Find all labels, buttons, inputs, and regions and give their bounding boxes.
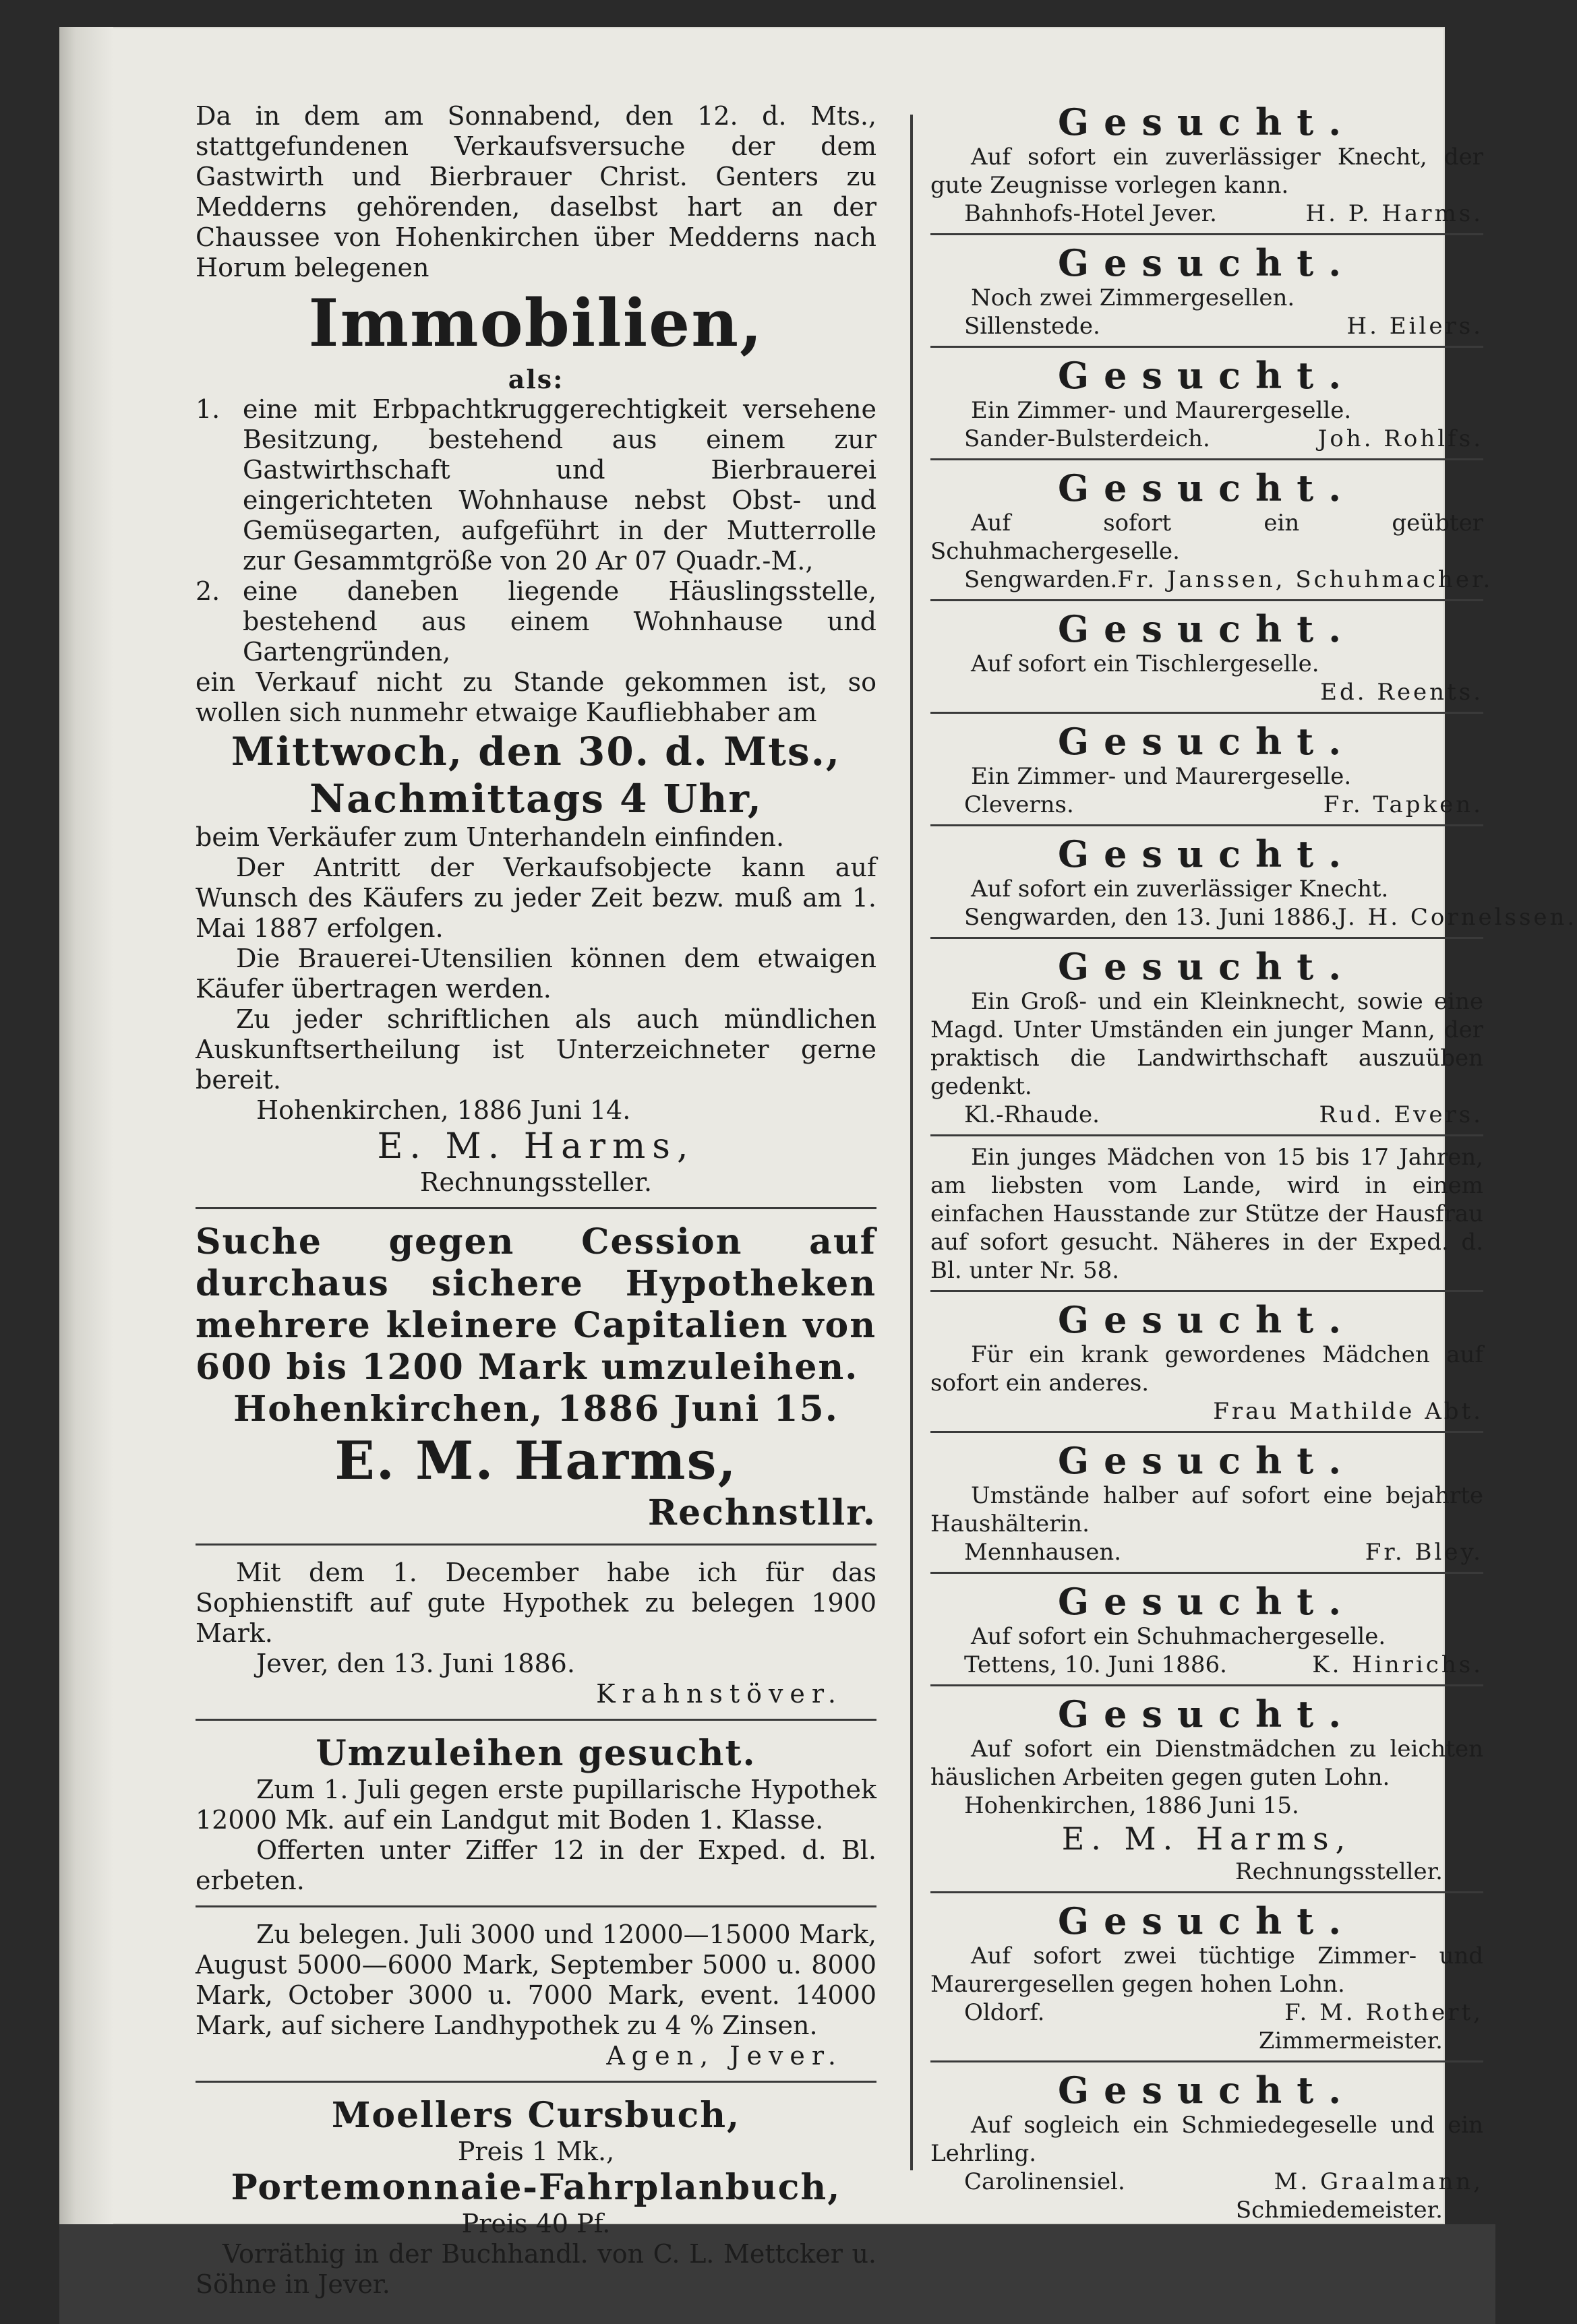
ad-footer (930, 1792, 1483, 1820)
auction-time: Nachmittags 4 Uhr, (309, 776, 763, 822)
paragraph: Die Brauerei-Utensilien können dem etwaigen Käufer übertragen werden. (196, 944, 876, 1004)
ad-signature: H. Eilers. (1346, 313, 1483, 340)
ad-signature: Ed. Reents. (1320, 679, 1483, 706)
intro-text: Da in dem am Sonnabend, den 12. d. Mts., stattgefundenen Verkaufsversuche der dem Gastwirth und Bierbrauer Christ. Genters zu Medderns gehörenden, daselbst hart an der Chaussee von Hohenkirchen über Medderns nach Horum belegenen (196, 101, 876, 282)
gesucht-ad (930, 832, 1577, 939)
ad-text: Ein junges Mädchen von 15 bis 17 Jahren, am liebsten vom Lande, wird in einem einfachen Hausstande zur Stütze der Hausfrau auf sofort gesucht. Näheres in der Exped. d. Bl. unter Nr. 58. (930, 1144, 1483, 1284)
page-gutter (59, 27, 113, 2224)
capital-ad: Suche gegen Cession auf durchaus sichere Hypotheken mehrere kleinere Capitalien von 600 bis 1200 Mark umzuleihen. (196, 1221, 876, 1388)
gesucht-ad (930, 101, 1483, 235)
ad-heading: Gesucht. (1057, 354, 1357, 397)
ad-place (930, 1397, 964, 1426)
signature: E. M. Harms, (1061, 1821, 1352, 1857)
paragraph: beim Verkäufer zum Unterhandeln einfinden. (196, 822, 785, 852)
gesucht-ad (930, 1581, 1483, 1686)
left-column (196, 101, 876, 2300)
divider-rule (930, 712, 1483, 714)
ad-heading: Gesucht. (1057, 100, 1357, 144)
gesucht-ad (930, 721, 1483, 826)
price: Preis 1 Mk., (457, 2137, 615, 2166)
paragraph: Offerten unter Ziffer 12 in der Exped. d. Bl. erbeten. (196, 1835, 876, 1895)
gesucht-ad (930, 1900, 1483, 2062)
ad-heading: Gesucht. (1057, 832, 1357, 876)
list-number: 1. (196, 394, 220, 424)
divider-rule (930, 1891, 1483, 1893)
paragraph: Der Antritt der Verkaufsobjecte kann auf Wunsch des Käufers zu jeder Zeit bezw. muß am 1. Mai 1887 erfolgen. (196, 853, 876, 943)
ad-heading: Gesucht. (1057, 945, 1357, 988)
ad-text: Auf sogleich ein Schmiedegeselle und ein Lehrling. (930, 2112, 1483, 2167)
ad-signature: K. Hinrichs. (1312, 1651, 1483, 1678)
divider-rule (930, 233, 1483, 235)
paragraph: Mit dem 1. December habe ich für das Sophienstift auf gute Hypothek zu belegen 1900 Mark. (196, 1558, 876, 1648)
ad-footer (930, 1538, 1483, 1566)
ad-footer (930, 1397, 1483, 1426)
gesucht-ad (930, 2069, 1483, 2232)
paragraph: Zu jeder schriftlichen als auch mündlichen Auskunftsertheilung ist Unterzeichneter gerne bereit. (196, 1004, 876, 1095)
paragraph: Zum 1. Juli gegen erste pupillarische Hypothek 12000 Mk. auf ein Landgut mit Boden 1. Klasse. (196, 1775, 876, 1835)
ad-text: Auf sofort ein geübter Schuhmachergeselle. (930, 510, 1483, 565)
signature-role: Schmiedemeister. (1235, 2197, 1443, 2224)
ad-signature: Joh. Rohlfs. (1317, 425, 1483, 452)
signature: E. M. Harms, (377, 1126, 695, 1167)
list-text: eine daneben liegende Häuslingsstelle, bestehend aus einem Wohnhause und Gartengründen, (243, 576, 876, 667)
ad-heading: Gesucht. (1057, 1439, 1357, 1482)
gesucht-ad (930, 1143, 1483, 1292)
ad-heading: Gesucht. (1057, 1899, 1357, 1943)
column-divider (910, 115, 913, 2170)
place-date: Hohenkirchen, 1886 Juni 14. (256, 1095, 631, 1125)
ad-title-immobilien: Immobilien, (308, 285, 764, 361)
divider-rule (930, 824, 1483, 826)
gesucht-ad (930, 1299, 1483, 1433)
gesucht-ad (930, 466, 1493, 601)
ad-footer (930, 903, 1577, 931)
list-text: eine mit Erbpachtkruggerechtigkeit versehene Besitzung, bestehend aus einem zur Gastwirthschaft und Bierbrauerei eingerichteten Wohnhause nebst Obst- und Gemüsegarten, aufgeführt in der Mutterrolle zur Gesammtgröße von 20 Ar 07 Quadr.-M., (243, 394, 876, 576)
ad-place: Sengwarden, den 13. Juni 1886. (964, 904, 1338, 931)
ad-title: Moellers Cursbuch, (331, 2095, 741, 2136)
ad-footer (930, 678, 1483, 706)
ad-signature: Fr. Bley. (1365, 1539, 1483, 1566)
ad-text: Auf sofort ein Dienstmädchen zu leichten häuslichen Arbeiten gegen guten Lohn. (930, 1736, 1483, 1791)
list-item-1 (196, 394, 876, 576)
divider-rule (930, 1134, 1483, 1136)
ad-text: Ein Zimmer- und Maurergeselle. (971, 397, 1352, 424)
ad-text: Ein Zimmer- und Maurergeselle. (971, 763, 1352, 790)
ad-text: Auf sofort ein Schuhmachergeselle. (971, 1623, 1386, 1650)
gesucht-ad (930, 608, 1483, 714)
ad-place: Hohenkirchen, 1886 Juni 15. (964, 1792, 1299, 1819)
price: Preis 40 Pf. (461, 2209, 611, 2238)
divider-rule (930, 346, 1483, 348)
ad-heading: Gesucht. (1057, 720, 1357, 763)
ad-signature: Fr. Janssen, Schuhmacher. (1117, 566, 1493, 593)
signature-role: Rechnungssteller. (419, 1167, 653, 1197)
signature: Agen, Jever. (606, 2041, 843, 2071)
ad-signature: H. P. Harms. (1305, 200, 1483, 227)
gesucht-ad (930, 1440, 1483, 1574)
ad-text: Auf sofort zwei tüchtige Zimmer- und Maurergesellen gegen hohen Lohn. (930, 1943, 1483, 1998)
ad-footer (930, 2168, 1483, 2196)
ad-footer (930, 1998, 1483, 2027)
signature: E. M. Harms, (334, 1430, 738, 1492)
ad-text: Noch zwei Zimmergesellen. (971, 284, 1295, 311)
ad-place: Oldorf. (964, 1999, 1045, 2026)
divider-rule (196, 1905, 876, 1907)
ad-place: Mennhausen. (964, 1539, 1122, 1566)
ad-place: Tettens, 10. Juni 1886. (964, 1651, 1227, 1678)
ad-heading: Gesucht. (1057, 1692, 1357, 1736)
divider-rule (196, 2081, 876, 2083)
ad-footer (930, 791, 1483, 819)
divider-rule (930, 937, 1483, 939)
ad-text: Auf sofort ein zuverlässiger Knecht, der gute Zeugnisse vorlegen kann. (930, 144, 1483, 199)
ad-place (930, 678, 964, 706)
ad-text: Umstände halber auf sofort eine bejahrte Haushälterin. (930, 1482, 1483, 1537)
ad-heading: Gesucht. (1057, 1298, 1357, 1341)
signature-role: Zimmermeister. (1258, 2027, 1443, 2054)
ad-text: Für ein krank gewordenes Mädchen auf sofort ein anderes. (930, 1341, 1483, 1397)
divider-rule (930, 1431, 1483, 1433)
list-number: 2. (196, 576, 220, 606)
ad-heading: Gesucht. (1057, 607, 1357, 650)
gesucht-ad (930, 946, 1483, 1136)
ad-signature: J. H. Cornelssen. (1338, 904, 1577, 931)
list-item-2 (196, 576, 876, 667)
ad-place: Cleverns. (964, 791, 1074, 818)
divider-rule (196, 1207, 876, 1209)
signature-role: Rechnungssteller. (1235, 1858, 1443, 1885)
divider-rule (196, 1719, 876, 1721)
ad-heading: Gesucht. (1057, 1580, 1357, 1623)
ad-text: Auf sofort ein Tischlergeselle. (971, 650, 1319, 677)
ad-place: Sillenstede. (964, 313, 1100, 340)
divider-rule (930, 458, 1483, 460)
ad-footer (930, 312, 1483, 340)
ad-signature: M. Graalmann, (1274, 2168, 1483, 2195)
ad-signature: Fr. Tapken. (1323, 791, 1483, 818)
divider-rule (930, 1290, 1483, 1292)
ad-heading: Gesucht. (1057, 2069, 1357, 2112)
signature: Krahnstöver. (596, 1679, 843, 1709)
ad-title: Portemonnaie-Fahrplanbuch, (231, 2167, 841, 2208)
ad-place: Bahnhofs-Hotel Jever. (964, 200, 1217, 227)
divider-rule (930, 1572, 1483, 1574)
auction-date: Mittwoch, den 30. d. Mts., (231, 729, 841, 774)
ad-signature: F. M. Rothert, (1284, 1999, 1483, 2026)
ad-heading: Gesucht. (1057, 466, 1357, 510)
place-date: Hohenkirchen, 1886 Juni 15. (233, 1388, 839, 1430)
continuation-text: ein Verkauf nicht zu Stande gekommen ist, so wollen sich nunmehr etwaige Kaufliebhaber am (196, 667, 876, 727)
gesucht-ad (930, 1693, 1483, 1893)
divider-rule (930, 2060, 1483, 2062)
ad-heading: Gesucht. (1057, 241, 1357, 284)
ad-title: Umzuleihen gesucht. (316, 1733, 756, 1774)
ad-text: Auf sofort ein zuverlässiger Knecht. (971, 876, 1389, 903)
signature-role: Rechnstllr. (647, 1492, 876, 1533)
gesucht-ad (930, 355, 1483, 460)
ad-signature: Rud. Evers. (1319, 1101, 1483, 1128)
als-label: als: (508, 364, 564, 394)
ad-place: Kl.-Rhaude. (964, 1101, 1100, 1128)
ad-place: Sengwarden. (964, 566, 1118, 593)
ad-place: Sander-Bulsterdeich. (964, 425, 1210, 452)
divider-rule (930, 2230, 1483, 2232)
paragraph: Vorräthig in der Buchhandl. von C. L. Mettcker u. Söhne in Jever. (196, 2239, 876, 2299)
ad-place: Carolinensiel. (964, 2168, 1125, 2195)
ad-footer (930, 200, 1483, 228)
ad-footer (930, 565, 1493, 594)
place-date: Jever, den 13. Juni 1886. (256, 1649, 575, 1678)
ad-text: Ein Groß- und ein Kleinknecht, sowie eine Magd. Unter Umständen ein junger Mann, der praktisch die Landwirthschaft auszuüben gedenkt. (930, 988, 1483, 1100)
divider-rule (930, 599, 1483, 601)
ad-footer (930, 1101, 1483, 1129)
divider-rule (930, 1684, 1483, 1686)
ad-footer (930, 425, 1483, 453)
ad-signature: Frau Mathilde Abt. (1213, 1398, 1483, 1425)
divider-rule (196, 1543, 876, 1546)
ad-footer (930, 1651, 1483, 1679)
paragraph: Zu belegen. Juli 3000 und 12000—15000 Mark, August 5000—6000 Mark, September 5000 u. 8000 Mark, October 3000 u. 7000 Mark, event. 14000 Mark, auf sichere Landhypothek zu 4 % Zinsen. (196, 1920, 876, 2040)
right-column (930, 100, 1577, 2238)
gesucht-ad (930, 242, 1483, 348)
